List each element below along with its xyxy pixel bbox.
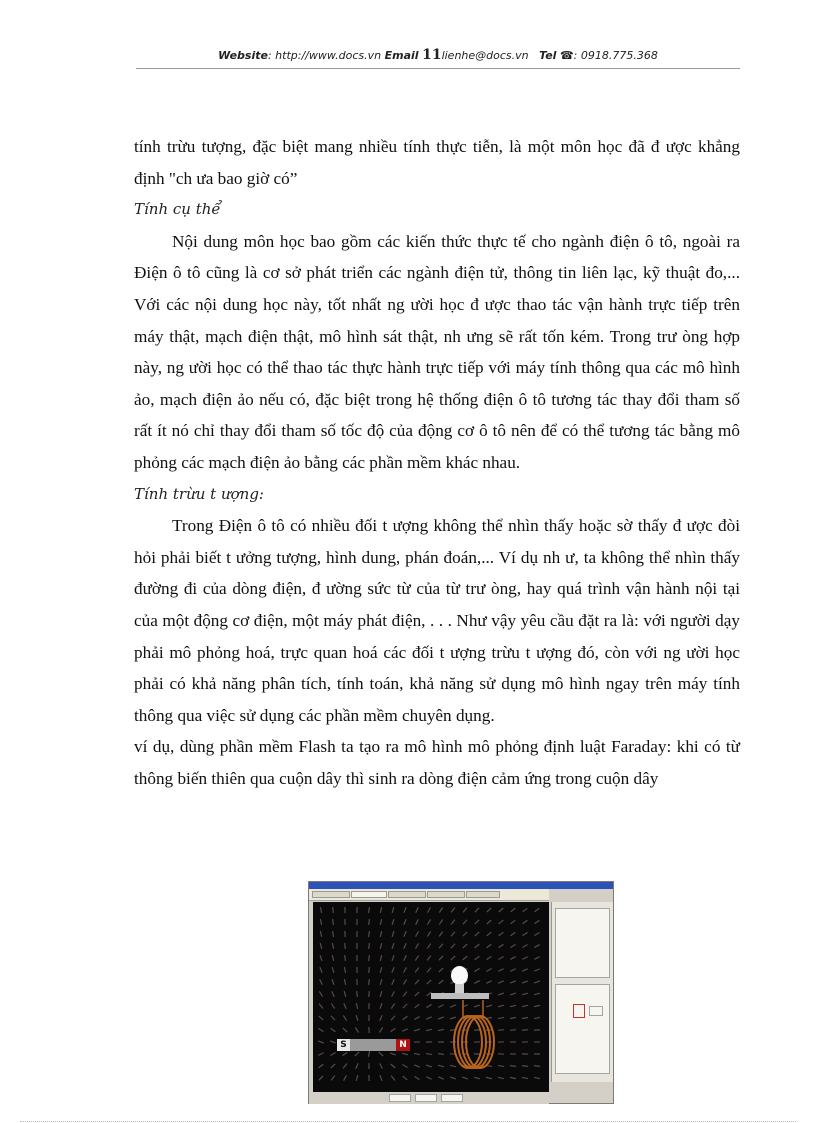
sim-tab-2 bbox=[351, 891, 387, 898]
bar-magnet-panel bbox=[555, 908, 610, 978]
play-button bbox=[389, 1094, 411, 1102]
simulation-controls bbox=[309, 1092, 549, 1104]
page-number: 11 bbox=[422, 47, 442, 63]
control-panel bbox=[551, 902, 613, 1082]
section-heading-abstract: Tính trừu t ượng: bbox=[134, 484, 264, 503]
email-address: lienhe@docs.vn bbox=[441, 49, 529, 62]
sim-tab-3 bbox=[388, 891, 426, 898]
coil-icon bbox=[313, 902, 549, 1092]
section-heading-concrete: Tính cụ thể bbox=[134, 200, 221, 219]
header-rule bbox=[136, 68, 740, 69]
paragraph-2: Nội dung môn học bao gồm các kiến thức thực tế cho ngành điện ô tô, ngoài ra Điện ô tô cũng là cơ sở phát triển các ngành điện tử, thông tin liên lạc, kỹ thuật đo,... Với các nội dung học này, tốt nhất ng ười học đ ược thao tác vận hành trực tiếp trên máy thật, mạch điện thật, mô hình sát thật, nh ưng sẽ rất tốn kém. Trong trư òng hợp này, ng ười học có thể thao tác thực hành trực tiếp với máy tính thông qua các mô hình ảo, mạch điện ảo nếu có, đặc biệt trong hệ thống điện ô tô tương tác thay đổi tham số rất ít nó chỉ thay đổi tham số tốc độ của động cơ ô tô nên để có thể tương tác bằng mô phỏng các mạch điện ảo bằng các phần mềm khác nhau. bbox=[134, 231, 740, 472]
reset-button bbox=[441, 1094, 463, 1102]
pickup-coil-panel bbox=[555, 984, 610, 1074]
sim-tab-1 bbox=[312, 891, 350, 898]
page-header bbox=[136, 47, 740, 67]
sim-tab-5 bbox=[466, 891, 500, 898]
bulb-indicator-icon bbox=[573, 1004, 585, 1018]
tel-number: : 0918.775.368 bbox=[573, 49, 658, 62]
paragraph-1: tính trừu tượng, đặc biệt mang nhiều tính thực tiễn, là một môn học đã đ ược khẳng định "ch ưa bao giờ có” bbox=[134, 137, 740, 188]
paragraph-3: Trong Điện ô tô có nhiều đối t ượng không thể nhìn thấy hoặc sờ thấy đ ược đòi hỏi phải biết t ưởng tượng, hình dung, phán đoán,... Ví dụ nh ư, ta không thể nhìn thấy đường đi của dòng điện, đ ường sức từ của từ trư òng, hay quá trình vận hành nội tại của một động cơ điện, một máy phát điện, . . . Như vậy yêu cầu đặt ra là: với người dạy phải mô phỏng hoá, trực quan hoá các đối t ượng trừu t ượng đó, còn với ng ười học phải có khả năng phân tích, tính toán, khả năng sử dụng mô hình ngay trên máy tính thông qua việc sử dụng các phần mềm chuyên dụng. bbox=[134, 516, 740, 725]
paragraph-4: ví dụ, dùng phần mềm Flash ta tạo ra mô hình mô phỏng định luật Faraday: khi có từ thông biến thiên qua cuộn dây thì sinh ra dòng điện cảm ứng trong cuộn dây bbox=[134, 737, 740, 788]
website-label: Website bbox=[218, 49, 268, 62]
email-label: Email bbox=[384, 49, 419, 62]
website-url: : http://www.docs.vn bbox=[267, 49, 382, 62]
faraday-simulation-screenshot bbox=[308, 881, 614, 1104]
phone-icon: ☎ bbox=[559, 49, 574, 62]
magnet-north-pole: N bbox=[396, 1039, 410, 1051]
voltmeter-indicator-icon bbox=[589, 1006, 603, 1016]
document-body bbox=[134, 131, 740, 794]
window-titlebar bbox=[309, 882, 613, 889]
window-tabbar bbox=[309, 889, 549, 901]
step-button bbox=[415, 1094, 437, 1102]
tel-label: Tel bbox=[539, 49, 557, 62]
page-bottom-border bbox=[20, 1121, 796, 1122]
sim-tab-4 bbox=[427, 891, 465, 898]
simulation-canvas bbox=[313, 902, 549, 1092]
bar-magnet bbox=[350, 1039, 396, 1051]
magnet-south-pole: S bbox=[337, 1039, 350, 1051]
